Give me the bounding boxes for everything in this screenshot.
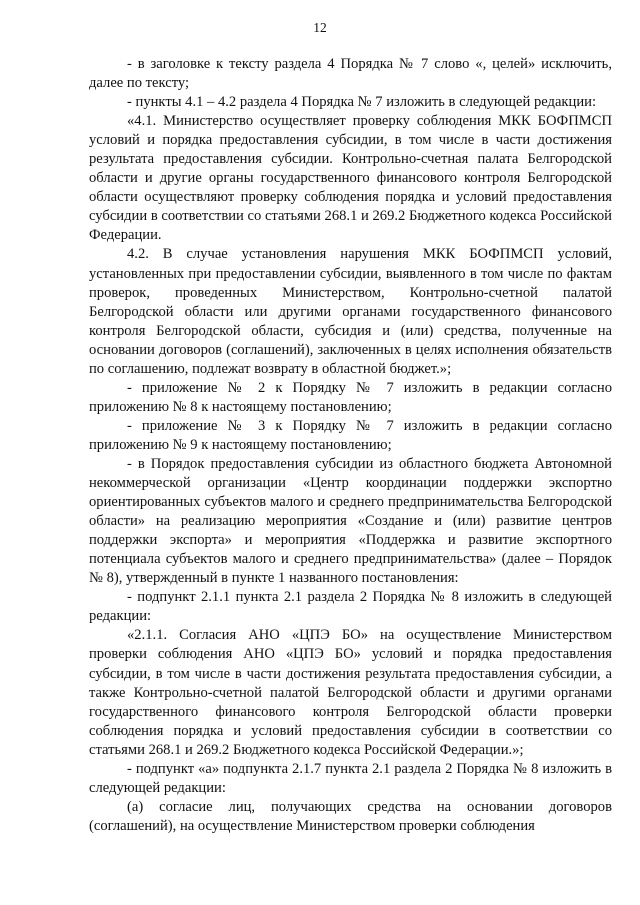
paragraph-subitem-a-text: (а) согласие лиц, получающих средства на основании договоров (соглашений), на осуществление Министерством проверки соблюдения	[89, 798, 612, 834]
paragraph-procedure-8: - в Порядок предоставления субсидии из областного бюджета Автономной некоммерческой организации «Центр координации поддержки экспортно ориентированных субъектов малого и среднего предпринимательства Белгородской области» на реализацию мероприятия «Создание и (или) развитие центров поддержки экспорта» и мероприятия «Поддержка и развитие экспортного потенциала субъектов малого и среднего предпринимательства» (далее – Порядок № 8), утвержденный в пункте 1 названного постановления:	[89, 455, 612, 587]
document-body	[89, 55, 612, 836]
paragraph-subitem-2-1-1: - подпункт 2.1.1 пункта 2.1 раздела 2 Порядка № 8 изложить в следующей редакции:	[89, 589, 612, 625]
paragraph-subitem-a: - подпункт «а» подпункта 2.1.7 пункта 2.1 раздела 2 Порядка № 8 изложить в следующей редакции:	[89, 760, 612, 796]
paragraph-4-1: «4.1. Министерство осуществляет проверку соблюдения МКК БОФПМСП условий и порядка предоставления субсидии, в том числе в части достижения результата предоставления субсидии. Контрольно-счетная палата Белгородской области и другие органы государственного финансового контроля Белгородской области осуществляют проверку соблюдения порядка и условий предоставления субсидии в соответствии со статьями 268.1 и 269.2 Бюджетного кодекса Российской Федерации.	[89, 113, 612, 244]
paragraph-items-4-1-4-2: - пункты 4.1 – 4.2 раздела 4 Порядка № 7 изложить в следующей редакции:	[127, 94, 597, 111]
paragraph-appendix-3: - приложение № 3 к Порядку № 7 изложить в редакции согласно приложению № 9 к настоящему постановлению;	[89, 417, 612, 453]
paragraph-appendix-2: - приложение № 2 к Порядку № 7 изложить в редакции согласно приложению № 8 к настоящему постановлению;	[89, 379, 612, 415]
page-number: 12	[313, 20, 327, 35]
paragraph-4-2: 4.2. В случае установления нарушения МКК БОФПМСП условий, установленных при предоставлении субсидии, выявленного в том числе по фактам проверок, проведенных Министерством, Контрольно-счетной палатой Белгородской области или другими органами государственного финансового контроля Белгородской области, субсидия и (или) средства, полученные на основании договоров (соглашений), заключенных в целях исполнения обязательств по соглашению, подлежат возврату в областной бюджет.»;	[89, 246, 612, 377]
paragraph-heading-edit: - в заголовке к тексту раздела 4 Порядка № 7 слово «, целей» исключить, далее по тексту;	[89, 56, 612, 92]
paragraph-2-1-1-text: «2.1.1. Согласия АНО «ЦПЭ БО» на осуществление Министерством проверки соблюдения АНО «ЦПЭ БО» условий и порядка предоставления субсидии, в том числе в части достижения результата предоставления субсидии, а также Контрольно-счетной палатой Белгородской области и другими органами государственного финансового контроля Белгородской области проверки соблюдения порядка и условий предоставления субсидии в соответствии со статьями 268.1 и 269.2 Бюджетного кодекса Российской Федерации.»;	[89, 627, 612, 758]
